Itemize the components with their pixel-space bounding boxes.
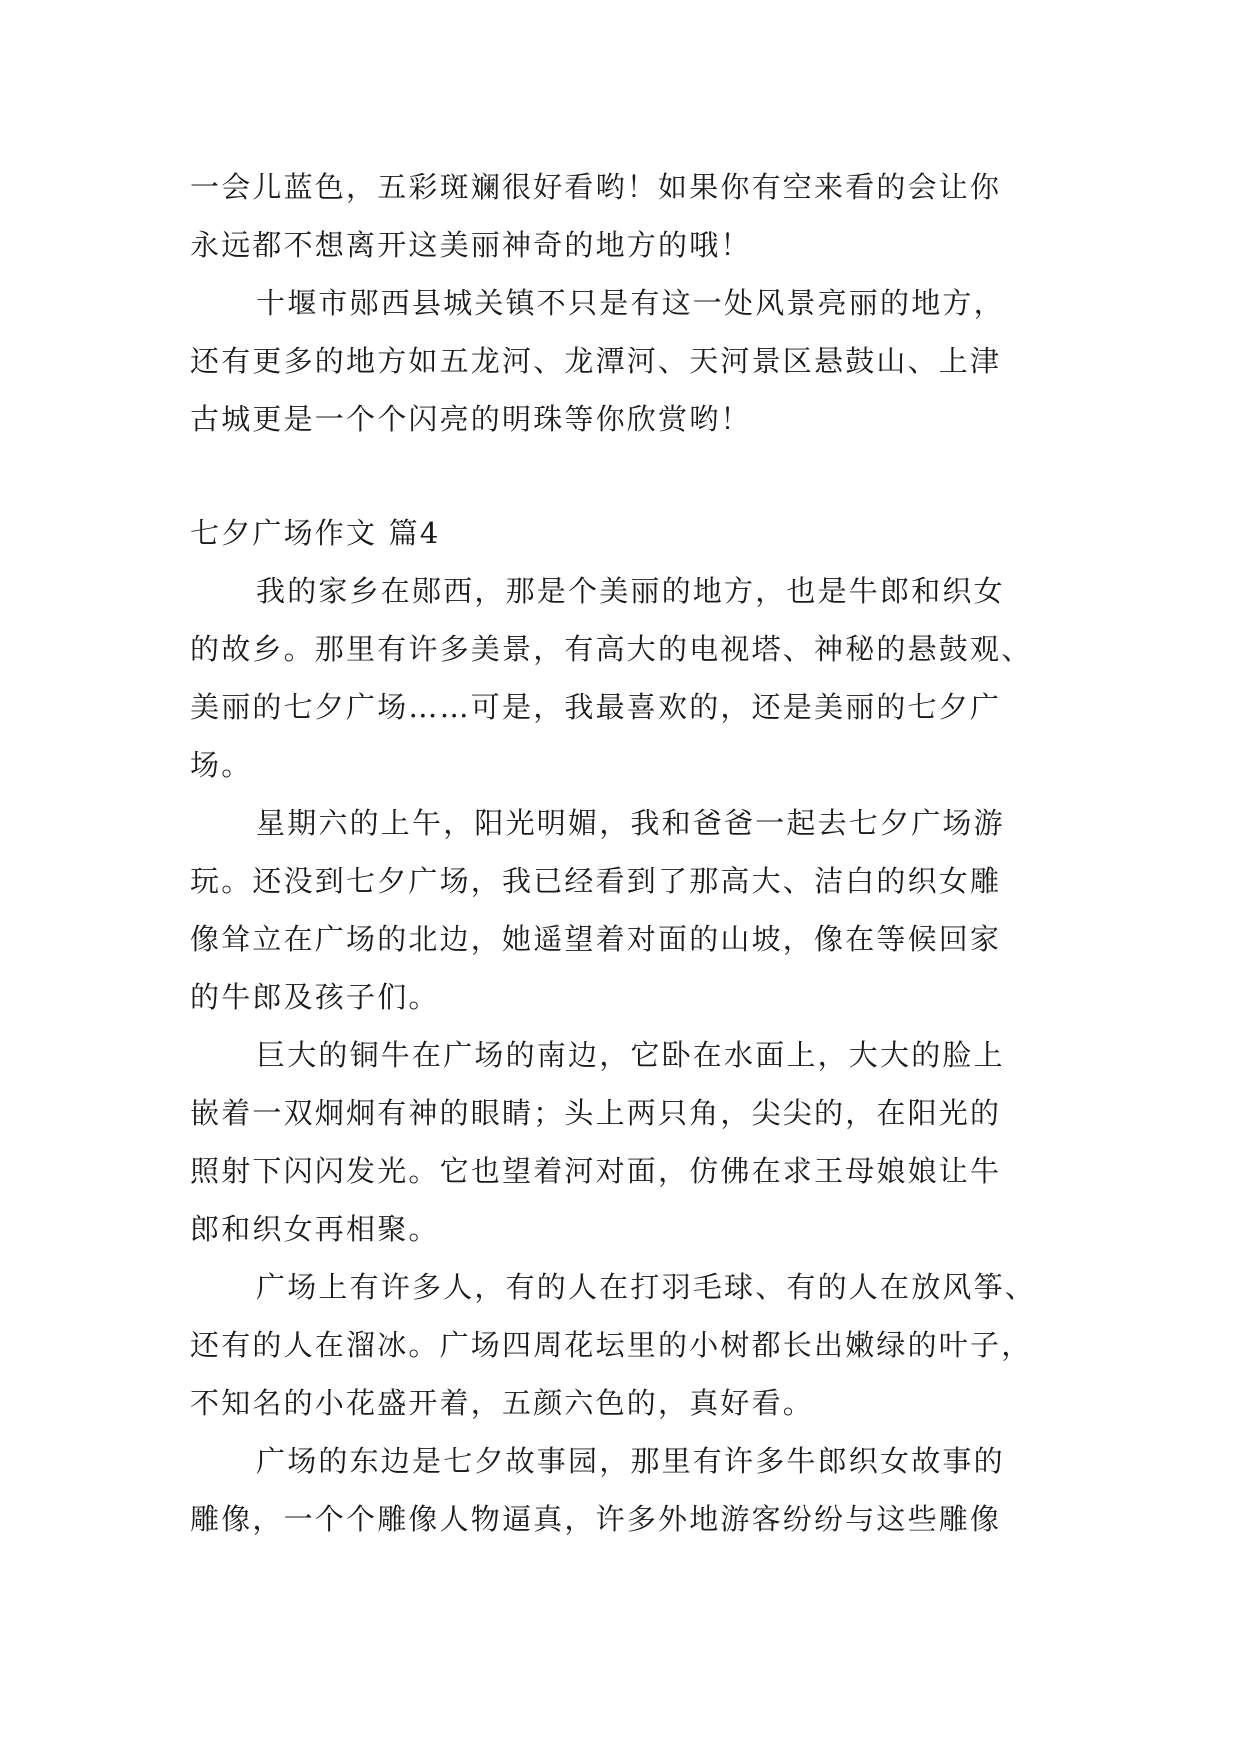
text-line: 一会儿蓝色，五彩斑斓很好看哟！如果你有空来看的会让你: [190, 170, 1002, 204]
text-line: 广场的东边是七夕故事园，那里有许多牛郎织女故事的: [256, 1444, 1005, 1478]
text-line: 古城更是一个个闪亮的明珠等你欣赏哟！: [190, 402, 752, 436]
text-line: 郎和织女再相聚。: [190, 1212, 440, 1246]
text-line: 像耸立在广场的北边，她遥望着对面的山坡，像在等候回家: [190, 922, 1002, 956]
text-line: 巨大的铜牛在广场的南边，它卧在水面上，大大的脸上: [256, 1038, 1005, 1072]
text-line: 玩。还没到七夕广场，我已经看到了那高大、洁白的织女雕: [190, 864, 1002, 898]
text-line: 场。: [190, 748, 253, 782]
text-line: 嵌着一双炯炯有神的眼睛；头上两只角，尖尖的，在阳光的: [190, 1096, 1002, 1130]
text-line: 十堰市郧西县城关镇不只是有这一处风景亮丽的地方，: [256, 286, 1005, 320]
text-line: 永远都不想离开这美丽神奇的地方的哦！: [190, 228, 752, 262]
text-line: 的牛郎及孩子们。: [190, 980, 440, 1014]
text-line: 还有更多的地方如五龙河、龙潭河、天河景区悬鼓山、上津: [190, 344, 1002, 378]
text-line: 广场上有许多人，有的人在打羽毛球、有的人在放风筝、: [256, 1270, 1037, 1304]
text-line: 还有的人在溜冰。广场四周花坛里的小树都长出嫩绿的叶子，: [190, 1328, 1033, 1362]
text-line: 照射下闪闪发光。它也望着河对面，仿佛在求王母娘娘让牛: [190, 1154, 1002, 1188]
text-line: 不知名的小花盛开着，五颜六色的，真好看。: [190, 1386, 815, 1420]
text-line: 星期六的上午，阳光明媚，我和爸爸一起去七夕广场游: [256, 806, 1005, 840]
text-line: 的故乡。那里有许多美景，有高大的电视塔、神秘的悬鼓观、: [190, 632, 1033, 666]
document-page: [190, 158, 1070, 1548]
section-title: 七夕广场作文 篇4: [190, 516, 441, 550]
text-line: 我的家乡在郧西，那是个美丽的地方，也是牛郎和织女: [256, 574, 1005, 608]
text-line: 美丽的七夕广场……可是，我最喜欢的，还是美丽的七夕广: [190, 690, 1002, 724]
text-line: 雕像，一个个雕像人物逼真，许多外地游客纷纷与这些雕像: [190, 1502, 1002, 1536]
